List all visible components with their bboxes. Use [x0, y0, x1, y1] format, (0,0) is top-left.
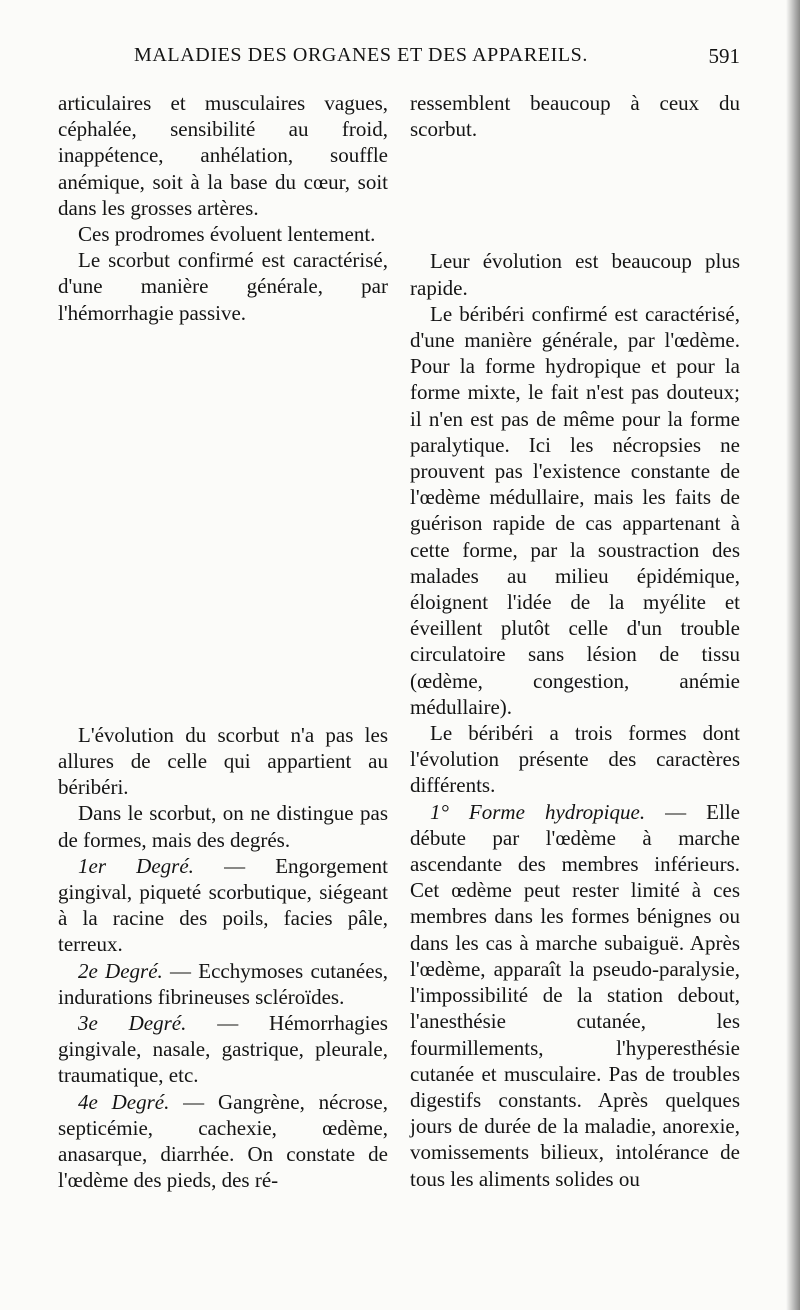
paragraph: Ces prodromes évoluent lentement.: [78, 222, 376, 247]
blank-space: [410, 142, 740, 248]
degree-text: — Ecchymoses cutanées, indurations fibrineuses scléroïdes.: [58, 958, 388, 1009]
paragraph: Le béribéri a trois formes dont l'évolution présente des caractères différents.: [410, 721, 740, 798]
degree-label: 3e Degré.: [78, 1011, 187, 1036]
page-number: 591: [708, 44, 740, 68]
form-text: — Elle débute par l'œdème à marche ascendante des membres inférieurs. Cet œdème peut rester limité à ces membres dans les formes bénignes ou dans les cas à marche subaiguë. Après l'œdème, apparaît la pseudo-paralysie, l'impossibilité de la station debout, l'anesthésie cutanée, les fourmillements, l'hyperesthésie cutanée et musculaire. Pas de troubles digestifs constants. Après quelques jours de durée de la maladie, anorexie, vomissements bilieux, intolérance de tous les aliments solides ou: [410, 799, 740, 1191]
blank-space: [58, 326, 388, 722]
page-header: [60, 44, 740, 80]
degree-label: 4e Degré.: [78, 1089, 170, 1114]
running-title: MALADIES DES ORGANES ET DES APPAREILS.: [134, 44, 588, 66]
degree-paragraph: [58, 958, 388, 1010]
degree-text: — Engorgement gingival, piqueté scorbutique, siégeant à la racine des poils, facies pâle, terreux.: [58, 853, 388, 957]
paragraph: articulaires et musculaires vagues, céphalée, sensibilité au froid, inappétence, anhélation, souffle anémique, soit à la base du cœur, soit dans les grosses artères.: [58, 91, 388, 220]
paragraph: Leur évolution est beaucoup plus rapide.: [410, 249, 740, 300]
degree-paragraph: [58, 853, 388, 958]
form-paragraph: [410, 799, 740, 1192]
paragraph: Dans le scorbut, on ne distingue pas de formes, mais des degrés.: [58, 801, 388, 852]
paragraph: Le scorbut confirmé est caractérisé, d'une manière générale, par l'hémorrhagie passive.: [58, 248, 388, 325]
degree-paragraph: [58, 1010, 388, 1089]
left-column: [58, 90, 388, 1193]
degree-text: — Hémorrhagies gingivale, nasale, gastrique, pleurale, traumatique, etc.: [58, 1011, 388, 1088]
form-label: 1° Forme hydropique.: [430, 799, 646, 824]
degree-text: — Gangrène, nécrose, septicémie, cachexie, œdème, anasarque, diarrhée. On constate de l'œdème des pieds, des ré-: [58, 1089, 388, 1193]
paragraph: Le béribéri confirmé est caractérisé, d'une manière générale, par l'œdème. Pour la forme hydropique et pour la forme mixte, le fait n'est pas douteux; il n'en est pas de même pour la forme paralytique. Ici les nécropsies ne prouvent pas l'existence constante de l'œdème médullaire, mais les faits de guérison rapide de cas appartenant à cette forme, par la soustraction des malades au milieu épidémique, éloignent l'idée de la myélite et éveillent plutôt celle d'un trouble circulatoire sans lésion de tissu (œdème, congestion, anémie médullaire).: [410, 301, 740, 719]
paragraph: L'évolution du scorbut n'a pas les allures de celle qui appartient au béribéri.: [58, 722, 388, 800]
degree-label: 1er Degré.: [78, 853, 194, 878]
right-column: [410, 90, 740, 1192]
paragraph: ressemblent beaucoup à ceux du scorbut.: [410, 91, 740, 142]
page-edge-shadow: [786, 0, 800, 1310]
degree-paragraph: [58, 1089, 388, 1194]
degree-label: 2e Degré.: [78, 958, 163, 983]
